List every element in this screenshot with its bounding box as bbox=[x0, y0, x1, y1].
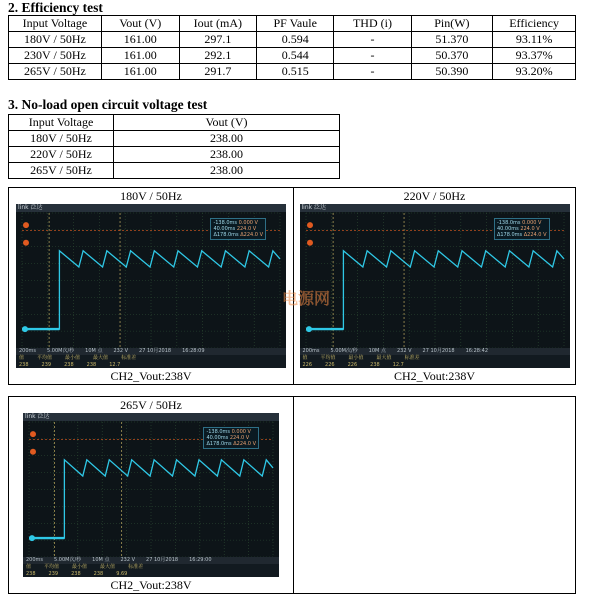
cursor-readout bbox=[210, 218, 266, 240]
table-header-row bbox=[9, 115, 340, 131]
cursor-readout bbox=[203, 427, 259, 449]
scope-bottom-bar bbox=[300, 348, 570, 355]
stat-label: 标准差 bbox=[404, 355, 420, 361]
stat-label: 最大值 bbox=[93, 355, 109, 361]
cell: 292.1 bbox=[179, 48, 256, 64]
cell: 0.544 bbox=[257, 48, 334, 64]
channel-marker bbox=[307, 240, 313, 246]
scope-trig: 232 V bbox=[113, 348, 129, 354]
stat-label: 标准差 bbox=[128, 564, 144, 570]
stat-value: 226 bbox=[302, 362, 313, 368]
stat-label: 平均值 bbox=[320, 355, 336, 361]
empty-cell bbox=[294, 397, 576, 594]
waveform-trace bbox=[29, 460, 273, 538]
waveform-trace bbox=[306, 251, 564, 329]
cell: 161.00 bbox=[101, 48, 179, 64]
readout-time: Δ178.0ms bbox=[213, 232, 239, 238]
cell: 180V / 50Hz bbox=[9, 131, 114, 147]
scope-rate: 5.00M次/秒 bbox=[330, 348, 358, 354]
readout-time: -138.0ms bbox=[213, 220, 238, 226]
waveform-label: 265V / 50Hz bbox=[120, 398, 182, 412]
stat-label: 最大值 bbox=[100, 564, 116, 570]
scope-time: 16:28:09 bbox=[182, 348, 205, 354]
header-vout: Vout (V) bbox=[114, 115, 340, 131]
oscilloscope-screenshot bbox=[23, 413, 279, 577]
stat-value: 239 bbox=[48, 571, 59, 577]
readout-time: Δ178.0ms bbox=[496, 232, 523, 238]
section-3-title: 3. No-load open circuit voltage test bbox=[8, 97, 208, 112]
channel-marker bbox=[30, 431, 36, 437]
scope-time: 16:28:42 bbox=[465, 348, 489, 354]
scope-mem: 10M 点 bbox=[368, 348, 386, 354]
header-vout: Vout (V) bbox=[101, 16, 179, 32]
table-row bbox=[9, 147, 340, 163]
stat-label: 最小值 bbox=[348, 355, 364, 361]
readout-voltage: Δ224.0 V bbox=[238, 232, 263, 238]
cell: 291.7 bbox=[179, 64, 256, 80]
cell: 93.20% bbox=[493, 64, 576, 80]
scope-rate: 5.00M次/秒 bbox=[47, 348, 75, 354]
scope-mem: 10M 点 bbox=[85, 348, 103, 354]
scope-date: 27 10月2018 bbox=[146, 557, 179, 563]
scope-top-bar bbox=[23, 413, 279, 421]
stat-value: 239 bbox=[41, 362, 52, 368]
waveform-table-2 bbox=[8, 396, 576, 594]
readout-time: Δ178.0ms bbox=[206, 441, 232, 447]
table-row bbox=[9, 64, 576, 80]
waveform-label: 220V / 50Hz bbox=[403, 189, 466, 203]
channel-marker bbox=[29, 535, 35, 541]
table-row bbox=[9, 48, 576, 64]
readout-time: 40.00ms bbox=[213, 226, 236, 232]
oscilloscope-screenshot bbox=[16, 204, 286, 368]
table-row bbox=[9, 163, 340, 179]
stat-value: 226 bbox=[325, 362, 335, 368]
header-pin: Pin(W) bbox=[411, 16, 493, 32]
stat-value: 238 bbox=[26, 571, 36, 577]
header-iout: Iout (mA) bbox=[179, 16, 256, 32]
scope-mem: 10M 点 bbox=[92, 557, 110, 563]
scope-timebase: 200ms bbox=[302, 348, 320, 354]
scope-trig: 232 V bbox=[396, 348, 412, 354]
cell: 265V / 50Hz bbox=[9, 163, 114, 179]
readout-time: -138.0ms bbox=[206, 429, 231, 435]
scope-brand: link 泛达 bbox=[301, 204, 327, 211]
stat-label: 值 bbox=[26, 564, 32, 570]
header-pf: PF Vaule bbox=[257, 16, 334, 32]
cell: 50.370 bbox=[411, 48, 493, 64]
scope-stats-bar bbox=[300, 355, 570, 368]
cell: 0.515 bbox=[257, 64, 334, 80]
stat-value: 238 bbox=[19, 362, 29, 368]
scope-bottom-bar bbox=[16, 348, 286, 355]
waveform-caption: CH2_Vout:238V bbox=[393, 369, 476, 383]
scope-timebase: 200ms bbox=[26, 557, 44, 563]
readout-time: -138.0ms bbox=[496, 220, 521, 226]
table-header-row bbox=[9, 16, 576, 32]
scope-top-bar bbox=[16, 204, 286, 212]
stat-value: 238 bbox=[64, 362, 74, 368]
cell: 297.1 bbox=[179, 32, 256, 48]
scope-date: 27 10月2018 bbox=[139, 348, 172, 354]
cell: 161.00 bbox=[101, 32, 179, 48]
section-2-title: 2. Efficiency test bbox=[8, 0, 103, 15]
scope-time: 16:29:00 bbox=[189, 557, 212, 563]
readout-voltage: Δ224.0 V bbox=[231, 441, 256, 447]
readout-time: 40.00ms bbox=[206, 435, 229, 441]
scope-trig: 232 V bbox=[120, 557, 136, 563]
channel-marker bbox=[307, 222, 313, 228]
waveform-label: 180V / 50Hz bbox=[120, 189, 182, 203]
cell: 238.00 bbox=[114, 131, 340, 147]
channel-marker bbox=[23, 222, 29, 228]
cell: 51.370 bbox=[411, 32, 493, 48]
scope-timebase: 200ms bbox=[19, 348, 37, 354]
stat-label: 最大值 bbox=[376, 355, 392, 361]
waveform-trace bbox=[22, 251, 280, 329]
channel-marker bbox=[306, 326, 312, 332]
cell: 161.00 bbox=[101, 64, 179, 80]
scope-brand: link 泛达 bbox=[18, 204, 43, 211]
readout-voltage: 224.0 V bbox=[235, 226, 257, 232]
stat-value: 12.7 bbox=[109, 362, 121, 368]
stat-value: 238 bbox=[93, 571, 104, 577]
readout-voltage: 0.000 V bbox=[520, 220, 542, 226]
scope-bottom-bar bbox=[23, 557, 279, 564]
readout-voltage: Δ224.0 V bbox=[522, 232, 547, 238]
scope-top-bar bbox=[300, 204, 570, 212]
header-input-voltage: Input Voltage bbox=[9, 16, 102, 32]
readout-voltage: 224.0 V bbox=[228, 435, 250, 441]
scope-rate: 5.00M次/秒 bbox=[54, 557, 82, 563]
stat-label: 标准差 bbox=[121, 355, 137, 361]
cell: 93.11% bbox=[493, 32, 576, 48]
waveform-caption: CH2_Vout:238V bbox=[110, 369, 192, 383]
cell: 238.00 bbox=[114, 147, 340, 163]
stat-value: 12.7 bbox=[392, 362, 404, 368]
scope-stats-bar bbox=[23, 564, 279, 577]
stat-label: 最小值 bbox=[65, 355, 81, 361]
waveform-cell-180v bbox=[9, 188, 294, 385]
header-input-voltage: Input Voltage bbox=[9, 115, 114, 131]
scope-stats-bar bbox=[16, 355, 286, 368]
stat-value: 226 bbox=[347, 362, 358, 368]
waveform-cell-265v bbox=[9, 397, 294, 594]
channel-marker bbox=[23, 240, 29, 246]
watermark-logo: 电源网 bbox=[282, 289, 331, 308]
stat-label: 平均值 bbox=[44, 564, 60, 570]
cell: - bbox=[334, 64, 411, 80]
header-efficiency: Efficiency bbox=[493, 16, 576, 32]
stat-label: 平均值 bbox=[37, 355, 53, 361]
cursor-readout bbox=[494, 218, 550, 240]
channel-marker bbox=[30, 449, 36, 455]
readout-time: 40.00ms bbox=[496, 226, 519, 232]
stat-label: 值 bbox=[19, 355, 25, 361]
scope-brand: link 泛达 bbox=[25, 413, 50, 420]
cell: 265V / 50Hz bbox=[9, 64, 102, 80]
readout-voltage: 0.000 V bbox=[230, 429, 251, 435]
cell: 230V / 50Hz bbox=[9, 48, 102, 64]
cell: 0.594 bbox=[257, 32, 334, 48]
header-thd: THD (i) bbox=[334, 16, 411, 32]
cell: - bbox=[334, 32, 411, 48]
readout-voltage: 224.0 V bbox=[518, 226, 540, 232]
table-row bbox=[9, 32, 576, 48]
stat-value: 238 bbox=[370, 362, 380, 368]
oscilloscope-screenshot bbox=[300, 204, 570, 368]
readout-voltage: 0.000 V bbox=[237, 220, 258, 226]
efficiency-table bbox=[8, 15, 576, 80]
cell: 180V / 50Hz bbox=[9, 32, 102, 48]
table-row bbox=[9, 131, 340, 147]
stat-value: 238 bbox=[86, 362, 97, 368]
channel-marker bbox=[22, 326, 28, 332]
no-load-table bbox=[8, 114, 340, 179]
stat-value: 9.69 bbox=[116, 571, 128, 577]
stat-value: 238 bbox=[71, 571, 81, 577]
stat-label: 最小值 bbox=[72, 564, 88, 570]
scope-date: 27 10月2018 bbox=[422, 348, 455, 354]
cell: - bbox=[334, 48, 411, 64]
cell: 93.37% bbox=[493, 48, 576, 64]
cell: 220V / 50Hz bbox=[9, 147, 114, 163]
cell: 238.00 bbox=[114, 163, 340, 179]
waveform-cell-220v bbox=[294, 188, 576, 385]
waveform-caption: CH2_Vout:238V bbox=[110, 578, 192, 592]
stat-label: 值 bbox=[302, 355, 308, 361]
cell: 50.390 bbox=[411, 64, 493, 80]
